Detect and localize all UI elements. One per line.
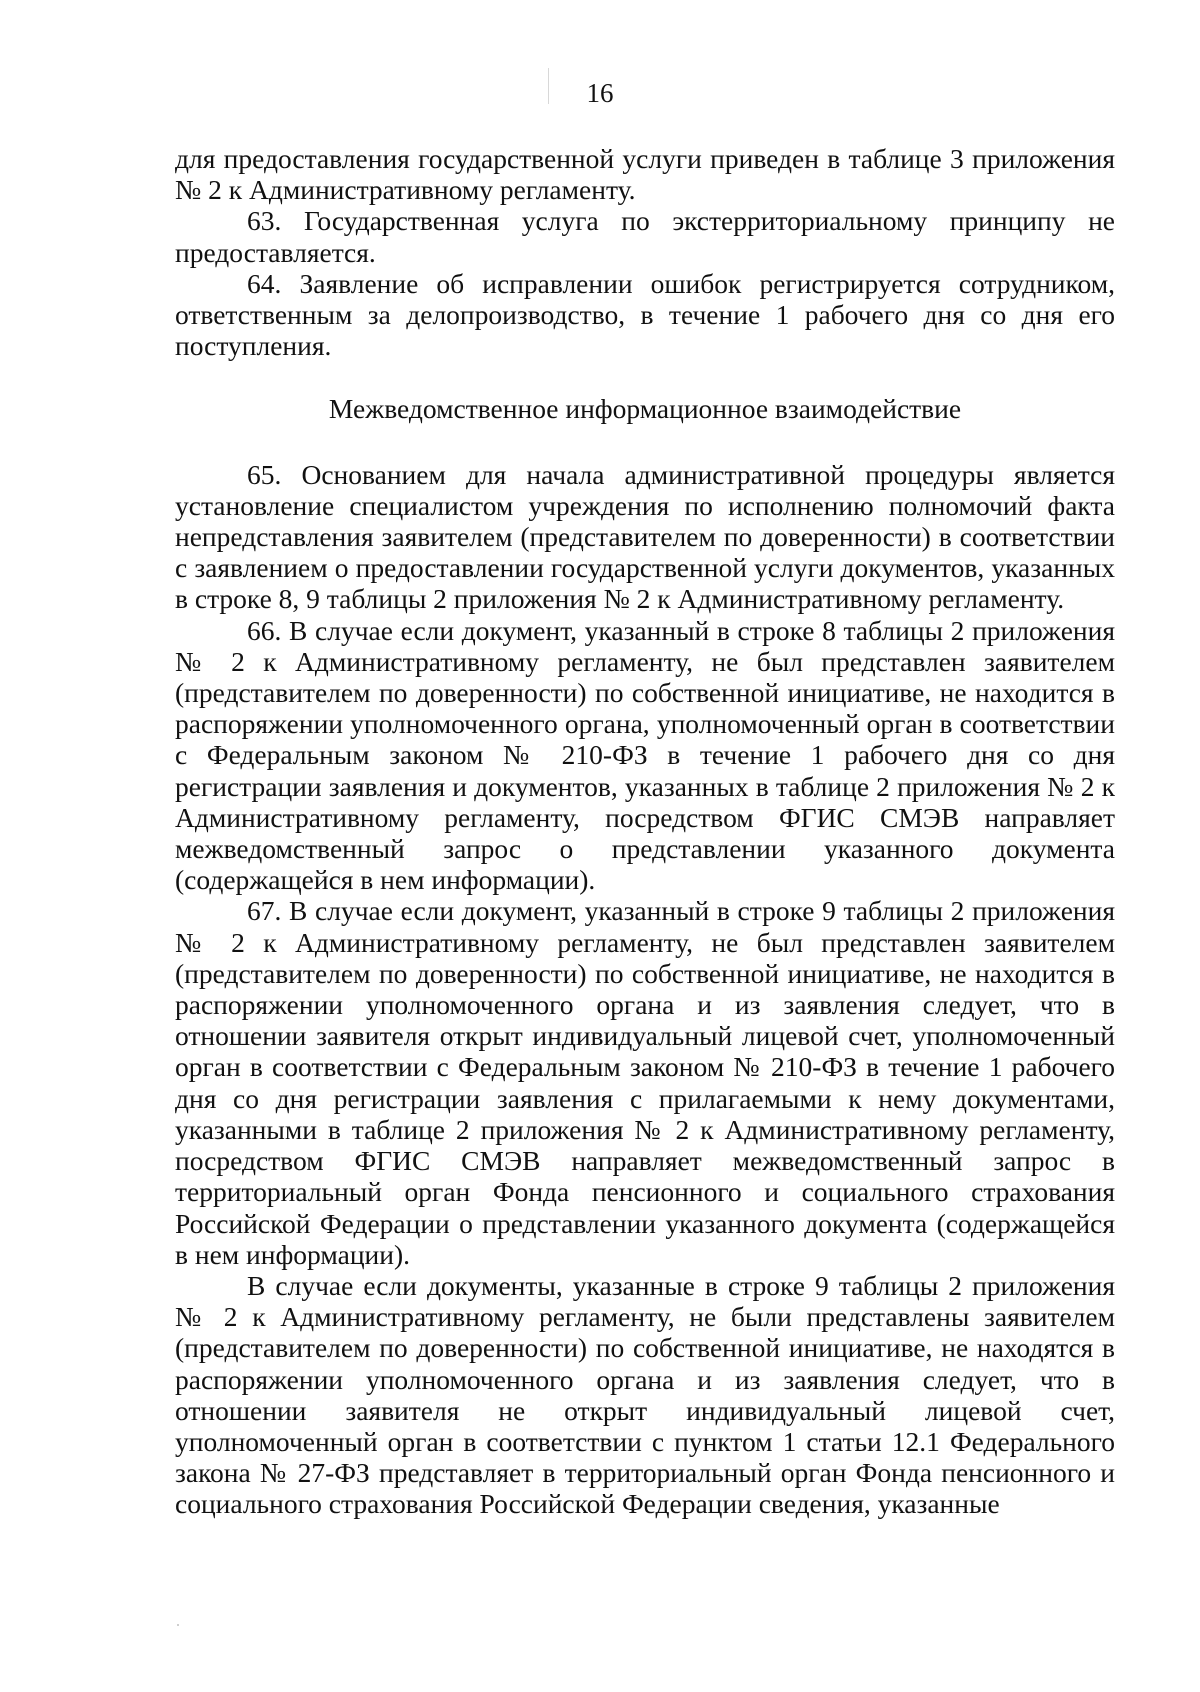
section-heading: Межведомственное информационное взаимодействие xyxy=(328,393,962,425)
paragraph-66: 66. В случае если документ, указанный в строке 8 таблицы 2 приложения № 2 к Административному регламенту, не был представлен заявителем (представителем по доверенности) по собственной инициативе, не находится в распоряжении уполномоченного органа, уполномоченный орган в соответствии с Федеральным законом № 210-ФЗ в течение 1 рабочего дня со дня регистрации заявления и документов, указанных в таблице 2 приложения № 2 к Административному регламенту, посредством ФГИС СМЭВ направляет межведомственный запрос о представлении указанного документа (содержащейся в нем информации). xyxy=(175,614,1115,896)
paragraph-64: 64. Заявление об исправлении ошибок регистрируется сотрудником, ответственным за делопроизводство, в течение 1 рабочего дня со дня его поступления. xyxy=(175,267,1115,362)
paragraph-67: 67. В случае если документ, указанный в строке 9 таблицы 2 приложения № 2 к Административному регламенту, не был представлен заявителем (представителем по доверенности) по собственной инициативе, не находится в распоряжении уполномоченного органа и из заявления следует, что в отношении заявителя открыт индивидуальный лицевой счет, уполномоченный орган в соответствии с Федеральным законом № 210-ФЗ в течение 1 рабочего дня со дня регистрации заявления с прилагаемыми к нему документами, указанными в таблице 2 приложения № 2 к Административному регламенту, посредством ФГИС СМЭВ направляет межведомственный запрос в территориальный орган Фонда пенсионного и социального страхования Российской Федерации о представлении указанного документа (содержащейся в нем информации). xyxy=(175,895,1115,1270)
paragraph-continuation: для предоставления государственной услуги приведен в таблице 3 приложения № 2 к Административному регламенту. xyxy=(175,143,1115,206)
paragraph-63: 63. Государственная услуга по экстерриториальному принципу не предоставляется. xyxy=(175,205,1115,268)
paragraph-67-continuation: В случае если документы, указанные в строке 9 таблицы 2 приложения № 2 к Административному регламенту, не были представлены заявителем (представителем по доверенности) по собственной инициативе, не находятся в распоряжении уполномоченного органа и из заявления следует, что в отношении заявителя не открыт индивидуальный лицевой счет, уполномоченный орган в соответствии с пунктом 1 статьи 12.1 Федерального закона № 27-ФЗ представляет в территориальный орган Фонда пенсионного и социального страхования Российской Федерации сведения, указанные xyxy=(175,1269,1115,1520)
document-body xyxy=(175,143,1115,1520)
page-number: 16 xyxy=(586,78,614,108)
paragraph-65: 65. Основанием для начала административной процедуры является установление специалистом учреждения по исполнению полномочий факта непредставления заявителем (представителем по доверенности) в соответствии с заявлением о предоставлении государственной услуги документов, указанных в строке 8, 9 таблицы 2 приложения № 2 к Административному регламенту. xyxy=(175,458,1115,615)
scan-artifact-dot xyxy=(177,1624,179,1626)
